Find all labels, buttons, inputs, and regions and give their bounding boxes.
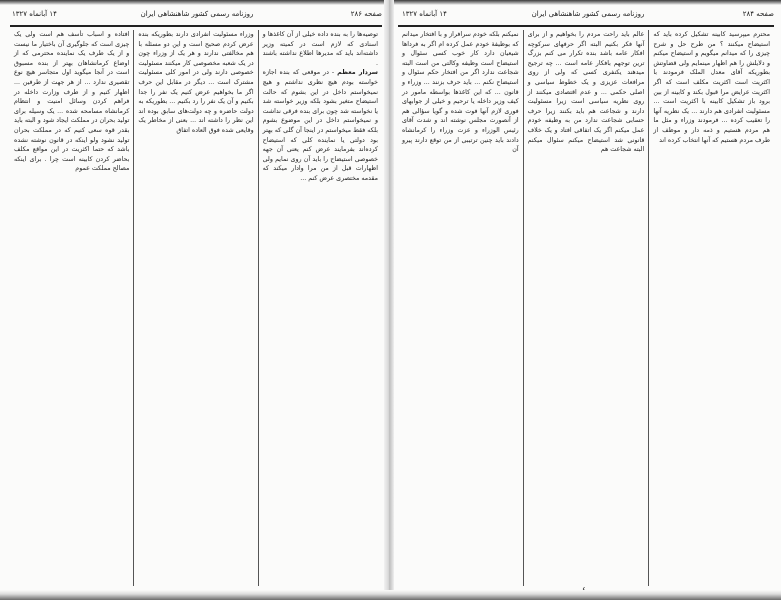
- left-publication-title: روزنامه رسمی کشور شاهنشاهی ایران: [140, 10, 254, 18]
- column-text: محترم میپرسید کابینه تشکیل کرده باید که استیضاح میکنند ؟ من طرح حل و شرح چیزی را که میدانم میگویم و استیضاح میکنم و دلایلش را هم اظهار مینمایم ولی قضاوتش بطوریکه آقای معدل الملک فرمودند با اکثریت است اکثریت مکلف است که اگر اکثریت عرایض مرا قبول بکند و کابینه از بین برود باز تشکیل کابینه با اکثریت است ... مسئولیت انفرادی هم دارند ... یک نظریه آنها را تعقیب کرده ... فرمودند وزراء و مثل ما هم مردم هستیم و ذمه دار و موظف از طرف مردم هستیم که آنها انتخاب کرده اند: [653, 31, 770, 144]
- right-columns: [398, 30, 774, 586]
- right-page-date: ۱۴ آبانماه ۱۳۲۷: [402, 10, 447, 18]
- column-text: نمیکنم بلکه خودم سرافراز و با افتخار میدانم که بوظیفهٔ خودم عمل کرده ام اگر به فرداها شیعیان دارد کار خوب کسی سئوال و استیضاح است وظیفه وکالتی من است البته شجاعت ندارد اگر من افتخار حکم سئوال و استیضاح نکنم ... باید حرف بزنند ... وزراء و قانون ... که این کاغذها بواسطه مامور در کیف وزیر داخله یا ترحیم و خیلی از جوابهای فوری لازم آنها فوت شده و گویا سؤالی هم از آنصورت مجلس نوشته اند و شدت آقای رئیس الوزراء و عزت وزراء را کرمانشاه دادند باید چنین ترتیبی از من توقع دارند پیرو آن: [401, 31, 519, 154]
- left-page-date: ۱۴ آبانماه ۱۳۲۷: [12, 10, 57, 18]
- left-page: [0, 0, 386, 600]
- right-column-1: [648, 30, 774, 586]
- left-header-rule: [10, 25, 382, 27]
- left-columns: [10, 30, 382, 586]
- speaker-heading: سردار معظم: [337, 69, 378, 77]
- column-text: وزراء مسئولیت انفرادی دارند بطوریکه بنده عرض کردم صحیح است و این دو مسئله با هم مخالفتی ندارند و هر یک از وزراء چون در یک شعبه مخصوصی کار میکنند مسئولیت خصوصی دارند ولی در امور کلی مسئولیت مشترک است ... دیگر در مقابل این حرف اگر ما بخواهیم عرض کنیم یک نفر را جدا بکنیم و آن یک نفر را رد بکنیم ... بطوریکه به دولت حاضره و چه دولت‌های سابق بوده اند این نظر را داشته اند ... بعنی از مخاطر یک وقایعی شده فوق العاده اتفاق: [138, 31, 254, 134]
- right-column-2: [523, 30, 649, 586]
- left-page-number: صفحه ۲۸۶: [350, 10, 382, 18]
- left-column-1: [258, 30, 382, 586]
- column-text: - در موقعی که بنده اجازه خواسته بودم هیچ نظری نداشتم و هیچ نمیخواستم داخل در این بشوم که حالت استیضاح متغیر بشود بلکه وزیر خواسته شد یا نخواسته شد چون برای بنده فرقی نداشت و نمیخواستم داخل در این موضوع بشوم بلکه فقط میخواستم در اینجا آن گلی که بهتر بود دولتی یا نماینده کلی که استیضاح کرده‌اند بفرمایند عرض کنم یعنی آن جهه خصوصی استیضاح را باید آن روی نمایم ولی اظهارات قبل از من مرا وادار میکند که مقدمه مختصری عرض کنم ...: [262, 69, 378, 182]
- column-text: توصیه‌ها را به بنده داده خیلی از آن کاغذها و اسنادی که لازم است در کمیته وزیر داشته‌اند باید که مدیرها اطلاع نداشته باشند .: [262, 31, 378, 67]
- column-text: عالم باید راحت مردم را بخواهیم و از برای آنها فکر بکنیم البته اگر حرفهای سرکوچه افکار عامه باشد بنده تکرار می کنم بزرگ ترین توجهم بافکار عامه است ... چه ترجیح میدهند یکنفری کسی که ولی از روی مرافعات عزیزی و یک خطوط سیاسی و اصلی حکمی ... و عدم اقتصادی میکنند از روی نظریه سیاسی است زیرا مسئولیت دارند و شجاعت هم باید بکنند زیرا حرف حسابی شجاعت ندارد من به وظیفه خودم عمل میکنم اگر یک اتفاقی افتاد و یک خلاف قانونی شد استیضاح میکنم سئوال میکنم البته شجاعت هم: [527, 31, 645, 154]
- scan-bottom-edge: [0, 590, 781, 600]
- right-page-number: صفحه ۲۸۴: [742, 10, 774, 18]
- right-header-rule: [398, 25, 774, 27]
- right-publication-title: روزنامه رسمی کشور شاهنشاهی ایران: [531, 10, 645, 18]
- left-column-3: [10, 30, 133, 586]
- right-page: [392, 0, 781, 600]
- right-page-header: [402, 10, 774, 24]
- left-page-header: [12, 10, 382, 24]
- left-column-2: [133, 30, 257, 586]
- right-column-3: [398, 30, 523, 586]
- column-text: افتاده و اسباب تأسف هم است ولی یک چیزی است که جلوگیری آن باختیار ما نیست و از یک طرف یک نماینده محترمی که از اوضاع کرمانشاهان بهتر از بنده مسبوق است در آنجا میگوید اول متجاسر هیچ نوع تقصیری ندارد ... از هر جهت از طرفین ... اظهار کنیم و از طرف وزارت داخله در فراهم کردن وسائل امنیت و انتظام کرمانشاه مسامحه شده ... یک وسیله برای تولید بحران در مملکت ایجاد شود و البته باید بقدر قوه سعی کنیم که در مملکت بحران تولید نشود ولو اینکه در قانون نوشته نشده باشد که حتما اکثریت در این مواقع مکلف بحاضر کردن کابینه است چرا . برای اینکه مصالح مملکت عموم: [14, 31, 130, 173]
